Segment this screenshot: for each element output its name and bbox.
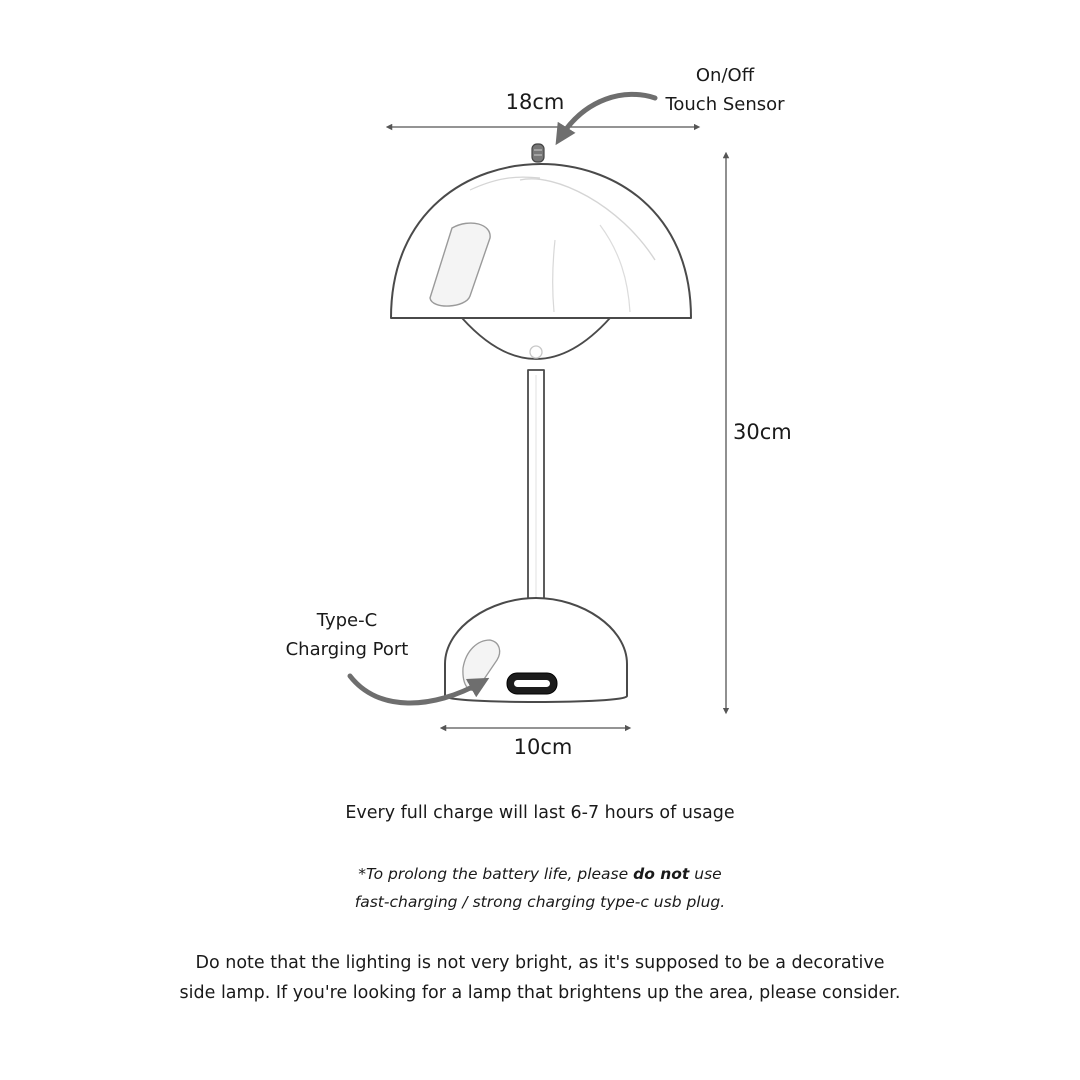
- brightness-disclaimer: [0, 948, 1080, 1008]
- total-height-label: 30cm: [733, 420, 792, 444]
- lamp-bulb-housing: [462, 318, 610, 359]
- battery-note: [0, 860, 1080, 916]
- touch-sensor-label-line2: Touch Sensor: [665, 94, 785, 115]
- battery-note-prefix: *To prolong the battery life, please: [358, 865, 634, 883]
- shade-width-label: 18cm: [505, 90, 565, 114]
- brightness-disclaimer-line1: Do note that the lighting is not very bright, as it's supposed to be a decorative: [195, 953, 885, 973]
- battery-note-line1: [0, 860, 1080, 888]
- lamp-illustration: [391, 144, 691, 702]
- charging-port-label: [262, 606, 432, 664]
- battery-note-suffix: use: [689, 865, 722, 883]
- touch-sensor-label: [640, 61, 810, 119]
- touch-sensor-label-line1: On/Off: [695, 65, 755, 86]
- charging-port-label-line1: Type-C: [316, 610, 378, 631]
- battery-note-line2: fast-charging / strong charging type-c usb plug.: [354, 893, 726, 911]
- charge-duration-text: Every full charge will last 6-7 hours of usage: [345, 803, 735, 823]
- brightness-disclaimer-line2: side lamp. If you're looking for a lamp that brightens up the area, please consider.: [179, 983, 901, 1003]
- charging-port-label-line2: Charging Port: [285, 639, 409, 660]
- battery-note-emphasis: do not: [633, 865, 690, 883]
- touch-sensor-knob: [532, 144, 544, 162]
- base-width-label: 10cm: [513, 735, 573, 759]
